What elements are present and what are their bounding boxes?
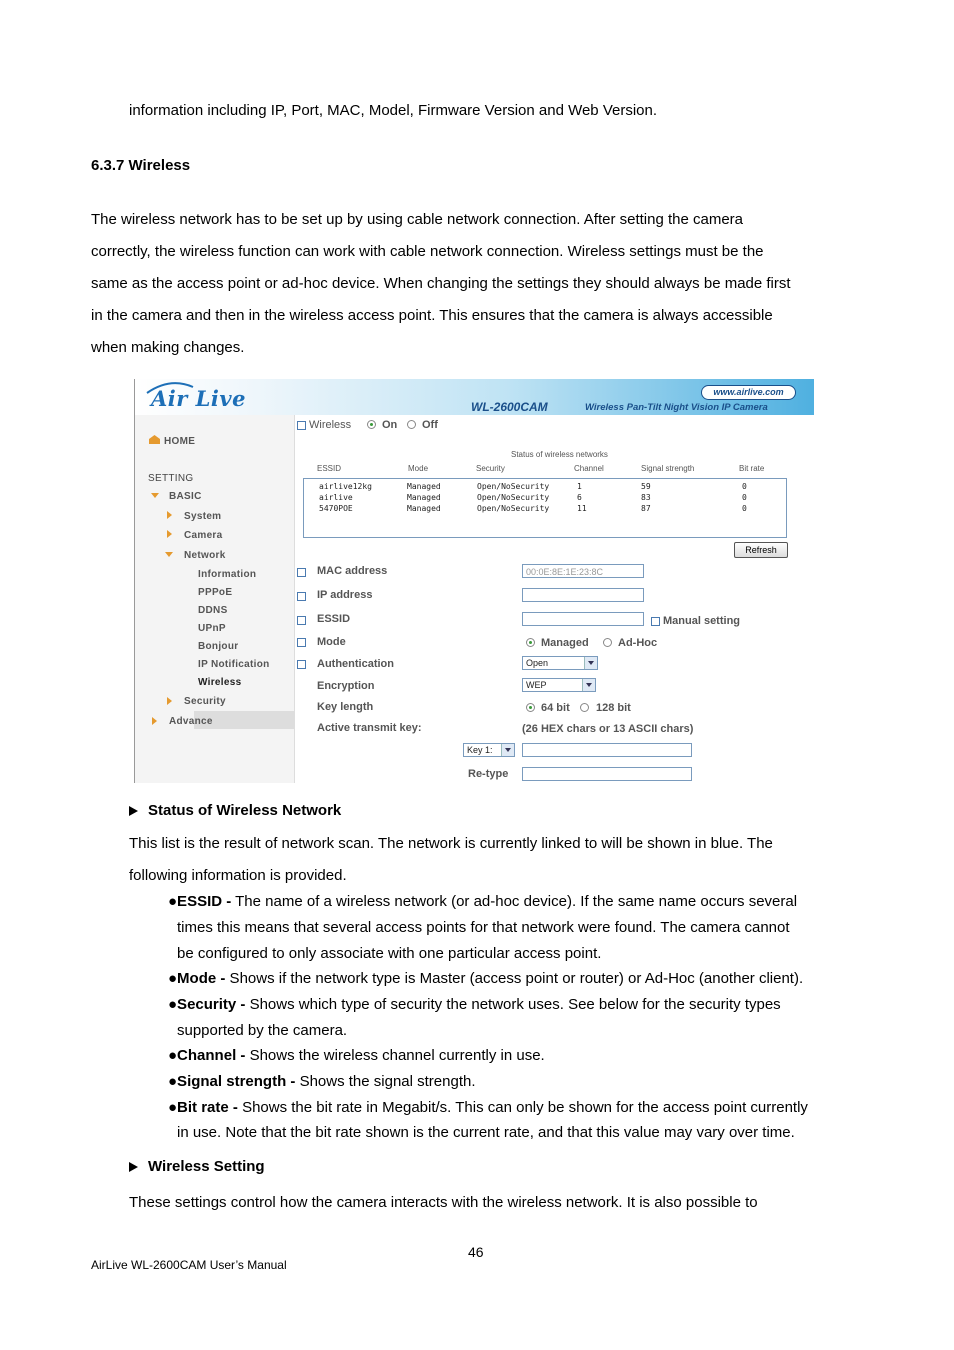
bullet-text: Shows the wireless channel currently in use. — [245, 1047, 545, 1064]
key-select[interactable] — [463, 743, 515, 757]
encryption-select[interactable] — [522, 678, 596, 692]
paragraph-line: in the camera and then in the wireless access point. This ensures that the camera is always accessible — [91, 307, 773, 324]
mac-label: MAC address — [317, 565, 388, 577]
managed-radio[interactable] — [526, 638, 535, 647]
nav-security[interactable]: Security — [184, 696, 226, 707]
wireless-label: Wireless — [309, 419, 352, 431]
bullet-bitrate — [168, 1100, 808, 1115]
retype-label: Re-type — [468, 768, 509, 780]
bullet-term: ●Channel - — [168, 1047, 246, 1064]
cell-security: Open/NoSecurity — [477, 493, 550, 502]
arrow-bullet-icon — [129, 806, 138, 816]
cell-security: Open/NoSecurity — [477, 482, 550, 491]
paragraph-line: This list is the result of network scan. The network is currently linked to will be shown in blue. The — [129, 835, 773, 852]
bullet-text: Shows if the network type is Master (access point or router) or Ad-Hoc (another client). — [225, 970, 804, 987]
cell-essid: airlive — [319, 493, 353, 502]
footer-text: AirLive WL-2600CAM User’s Manual — [91, 1258, 287, 1272]
chevron-down-icon — [584, 657, 597, 669]
bit64-radio[interactable] — [526, 703, 535, 712]
cell-mode: Managed — [407, 493, 441, 502]
auth-select[interactable] — [522, 656, 598, 670]
bullet-text: Shows the bit rate in Megabit/s. This can only be shown for the access point currently — [237, 1099, 808, 1116]
key-length-label: Key length — [317, 701, 374, 713]
bullet-term: ●Signal strength - — [168, 1073, 296, 1090]
mac-checkbox[interactable] — [297, 568, 306, 577]
wireless-networks-list[interactable] — [303, 478, 787, 538]
chevron-down-icon — [582, 679, 595, 691]
section-title: 6.3.7 Wireless — [91, 157, 191, 174]
wireless-checkbox[interactable] — [297, 421, 306, 430]
wireless-off-radio[interactable] — [407, 420, 416, 429]
intro-line: information including IP, Port, MAC, Model, Firmware Version and Web Version. — [129, 102, 658, 119]
bullet-text: Shows which type of security the network uses. See below for the security types — [245, 996, 781, 1013]
key-field[interactable] — [522, 743, 692, 757]
chevron-right-icon — [152, 717, 157, 725]
status-title: Status of wireless networks — [511, 450, 608, 459]
wireless-settings-screenshot — [134, 379, 814, 783]
column-header: Channel — [574, 464, 604, 473]
bullet-mode — [168, 971, 803, 986]
bit128-label: 128 bit — [596, 702, 631, 714]
bullet-term: ●ESSID - — [168, 893, 232, 910]
bullet-channel — [168, 1048, 545, 1063]
paragraph-line: The wireless network has to be set up by using cable network connection. After setting the camera — [91, 211, 744, 228]
encryption-label: Encryption — [317, 680, 375, 692]
column-header: Mode — [408, 464, 429, 473]
wireless-setting-heading — [129, 1159, 265, 1174]
nav-ddns[interactable]: DDNS — [198, 605, 228, 616]
nav-upnp[interactable]: UPnP — [198, 623, 226, 634]
cell-channel: 6 — [577, 493, 582, 502]
column-header: Security — [476, 464, 505, 473]
wireless-on-radio[interactable] — [367, 420, 376, 429]
nav-pppoe[interactable]: PPPoE — [198, 587, 233, 598]
manual-setting-checkbox[interactable] — [651, 617, 660, 626]
wireless-off-label: Off — [422, 419, 438, 431]
status-heading-text: Status of Wireless Network — [148, 802, 342, 819]
cell-channel: 1 — [577, 482, 582, 491]
paragraph-line: same as the access point or ad-hoc device. When changing the settings they should always be made first — [91, 275, 791, 292]
sidebar — [135, 415, 295, 783]
paragraph-line: correctly, the wireless function can work with cable network connection. Wireless settings must be the — [91, 243, 764, 260]
page-number: 46 — [468, 1244, 484, 1260]
key-select-value: Key 1: — [467, 745, 493, 755]
cell-security: Open/NoSecurity — [477, 504, 550, 513]
bit64-label: 64 bit — [541, 702, 570, 714]
chevron-down-icon — [165, 552, 173, 557]
cell-channel: 11 — [577, 504, 587, 513]
bullet-text: Shows the signal strength. — [295, 1073, 476, 1090]
nav-bonjour[interactable]: Bonjour — [198, 641, 239, 652]
bullet-continuation: supported by the camera. — [177, 1022, 348, 1039]
nav-advance[interactable]: Advance — [169, 716, 213, 727]
manual-setting-label: Manual setting — [663, 615, 741, 627]
cell-signal: 59 — [641, 482, 651, 491]
airlive-logo: Air Live — [151, 386, 246, 411]
ip-label: IP address — [317, 589, 373, 601]
nav-ip-notification[interactable]: IP Notification — [198, 659, 270, 670]
adhoc-label: Ad-Hoc — [618, 637, 658, 649]
header-banner — [135, 379, 814, 415]
product-tagline: Wireless Pan-Tilt Night Vision IP Camera — [585, 402, 768, 413]
wireless-setting-heading-text: Wireless Setting — [148, 1158, 265, 1175]
chevron-down-icon — [501, 744, 514, 756]
model-title: WL-2600CAM — [471, 400, 548, 414]
airlive-url[interactable]: www.airlive.com — [701, 385, 796, 400]
auth-select-value: Open — [526, 658, 549, 668]
chevron-right-icon — [167, 511, 172, 519]
cell-bitrate: 0 — [742, 504, 747, 513]
home-icon — [149, 435, 160, 444]
column-header: Signal strength — [641, 464, 695, 473]
nav-camera[interactable]: Camera — [184, 530, 223, 541]
nav-basic[interactable]: BASIC — [169, 491, 202, 502]
nav-system[interactable]: System — [184, 511, 222, 522]
essid-label: ESSID — [317, 613, 351, 625]
bullet-term: ●Bit rate - — [168, 1099, 238, 1116]
active-key-label: Active transmit key: — [317, 722, 422, 734]
bullet-essid — [168, 894, 797, 909]
bullet-term: ●Security - — [168, 996, 246, 1013]
paragraph-line: These settings control how the camera interacts with the wireless network. It is also possible to — [129, 1194, 758, 1211]
nav-network[interactable]: Network — [184, 550, 226, 561]
cell-signal: 87 — [641, 504, 651, 513]
bullet-signal — [168, 1074, 476, 1089]
nav-information[interactable]: Information — [198, 569, 257, 580]
cell-essid: 5470POE — [319, 504, 353, 513]
managed-label: Managed — [541, 637, 589, 649]
cell-mode: Managed — [407, 482, 441, 491]
wireless-on-label: On — [382, 419, 398, 431]
encryption-select-value: WEP — [526, 680, 547, 690]
adhoc-radio[interactable] — [603, 638, 612, 647]
bullet-continuation: be configured to only associate with one particular access point. — [177, 945, 602, 962]
paragraph-line: following information is provided. — [129, 867, 347, 884]
retype-field[interactable] — [522, 767, 692, 781]
cell-signal: 83 — [641, 493, 651, 502]
paragraph-line: when making changes. — [91, 339, 245, 356]
auth-checkbox[interactable] — [297, 660, 306, 669]
cell-mode: Managed — [407, 504, 441, 513]
column-header: ESSID — [317, 464, 342, 473]
refresh-button[interactable]: Refresh — [734, 542, 788, 558]
bullet-security — [168, 997, 781, 1012]
column-header: Bit rate — [739, 464, 765, 473]
bullet-continuation: in use. Note that the bit rate shown is the current rate, and that this value may vary over time. — [177, 1124, 795, 1141]
mode-label: Mode — [317, 636, 346, 648]
status-heading — [129, 803, 341, 818]
mac-field[interactable]: 00:0E:8E:1E:23:8C — [522, 564, 644, 578]
cell-bitrate: 0 — [742, 482, 747, 491]
bullet-text: The name of a wireless network (or ad-hoc device). If the same name occurs several — [231, 893, 798, 910]
chevron-right-icon — [167, 697, 172, 705]
cell-bitrate: 0 — [742, 493, 747, 502]
cell-essid: airlive12kg — [319, 482, 372, 491]
mode-checkbox[interactable] — [297, 638, 306, 647]
key-hint: (26 HEX chars or 13 ASCII chars) — [522, 723, 694, 735]
bullet-term: ●Mode - — [168, 970, 226, 987]
arrow-bullet-icon — [129, 1162, 138, 1172]
ip-field[interactable] — [522, 588, 644, 602]
auth-label: Authentication — [317, 658, 394, 670]
nav-home[interactable]: HOME — [164, 436, 196, 447]
chevron-right-icon — [167, 530, 172, 538]
ip-checkbox[interactable] — [297, 592, 306, 601]
nav-setting-header: SETTING — [148, 473, 194, 484]
essid-checkbox[interactable] — [297, 616, 306, 625]
nav-wireless[interactable]: Wireless — [198, 677, 242, 688]
chevron-down-icon — [151, 493, 159, 498]
bit128-radio[interactable] — [580, 703, 589, 712]
bullet-continuation: times this means that several access points for that network were found. The camera cannot — [177, 919, 790, 936]
essid-field[interactable] — [522, 612, 644, 626]
